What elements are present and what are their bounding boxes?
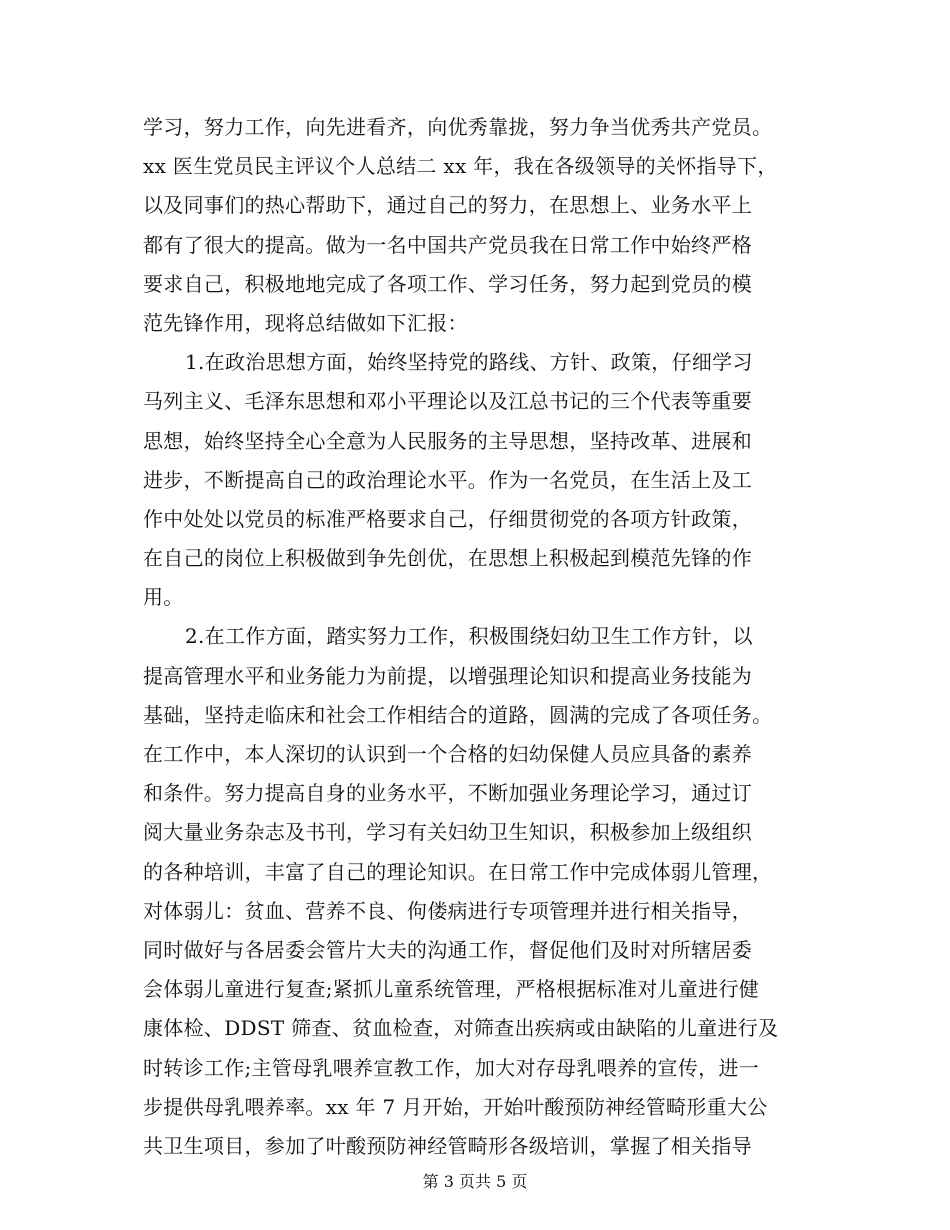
text-line: 2.在工作方面，踏实努力工作，积极围绕妇幼卫生工作方针，以 xyxy=(185,624,753,649)
text-line: 学习，努力工作，向先进看齐，向优秀靠拢，努力争当优秀共产党员。 xyxy=(143,115,773,139)
text-line: 和条件。努力提高自身的业务水平，不断加强业务理论学习，通过订 xyxy=(143,781,752,806)
text-line: 要求自己，积极地地完成了各项工作、学习任务，努力起到党员的模 xyxy=(143,271,752,296)
text-line: 1.在政治思想方面，始终坚持党的路线、方针、政策，仔细学习 xyxy=(185,350,753,375)
page-number-footer: 第 3 页共 5 页 xyxy=(422,1172,528,1191)
text-line: 在工作中，本人深切的认识到一个合格的妇幼保健人员应具备的素养 xyxy=(143,742,752,766)
text-line: 思想，始终坚持全心全意为人民服务的主导思想，坚持改革、进展和 xyxy=(143,428,752,453)
text-line: 在自己的岗位上积极做到争先创优，在思想上积极起到模范先锋的作 xyxy=(143,546,752,571)
body-text xyxy=(143,108,815,1166)
text-line: 的各种培训，丰富了自己的理论知识。在日常工作中完成体弱儿管理， xyxy=(143,859,773,884)
text-line: xx 医生党员民主评议个人总结二 xx 年，我在各级领导的关怀指导下， xyxy=(143,154,778,179)
text-line: 进步，不断提高自己的政治理论水平。作为一名党员，在生活上及工 xyxy=(143,467,752,492)
text-line: 阅大量业务杂志及书刊，学习有关妇幼卫生知识，积极参加上级组织 xyxy=(143,820,752,845)
text-line: 对体弱儿：贫血、营养不良、佝偻病进行专项管理并进行相关指导， xyxy=(143,898,752,923)
text-line: 用。 xyxy=(143,585,184,610)
text-line: 范先锋作用，现将总结做如下汇报： xyxy=(143,310,468,335)
text-line: 提高管理水平和业务能力为前提，以增强理论知识和提高业务技能为 xyxy=(143,663,752,688)
text-line: 基础，坚持走临床和社会工作相结合的道路，圆满的完成了各项任务。 xyxy=(143,702,773,727)
text-line: 同时做好与各居委会管片大夫的沟通工作，督促他们及时对所辖居委 xyxy=(143,937,752,962)
text-line: 都有了很大的提高。做为一名中国共产党员我在日常工作中始终严格 xyxy=(143,232,752,257)
text-line: 共卫生项目，参加了叶酸预防神经管畸形各级培训，掌握了相关指导 xyxy=(143,1133,752,1158)
text-line: 步提供母乳喂养率。xx 年 7 月开始，开始叶酸预防神经管畸形重大公 xyxy=(143,1094,768,1119)
text-line: 马列主义、毛泽东思想和邓小平理论以及江总书记的三个代表等重要 xyxy=(143,389,752,414)
text-line: 以及同事们的热心帮助下，通过自己的努力，在思想上、业务水平上 xyxy=(143,193,752,218)
text-line: 康体检、DDST 筛查、贫血检查，对筛查出疾病或由缺陷的儿童进行及 xyxy=(143,1016,779,1041)
text-line: 作中处处以党员的标准严格要求自己，仔细贯彻党的各项方针政策， xyxy=(143,506,752,531)
text-line: 时转诊工作;主管母乳喂养宣教工作，加大对存母乳喂养的宣传，进一 xyxy=(143,1055,760,1080)
text-line: 会体弱儿童进行复查;紧抓儿童系统管理，严格根据标准对儿童进行健 xyxy=(143,977,760,1002)
